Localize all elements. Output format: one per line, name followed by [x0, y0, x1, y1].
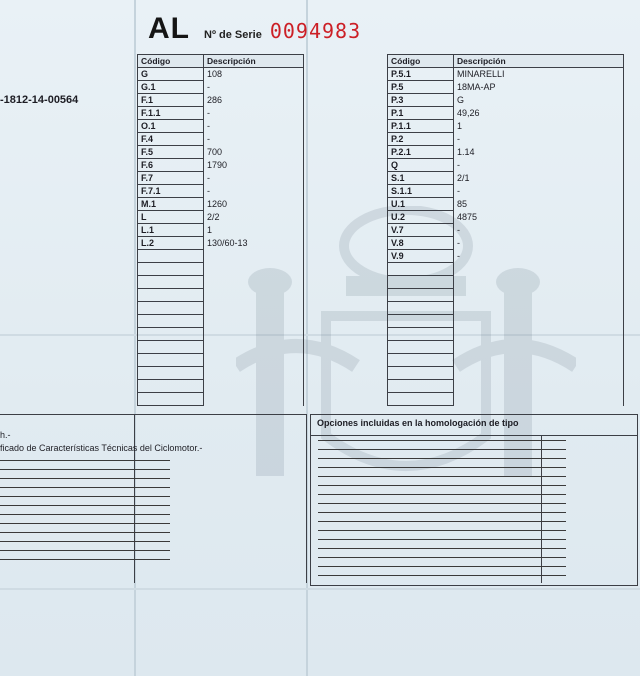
code-cell — [388, 341, 454, 354]
code-cell: Q — [388, 159, 454, 172]
description-cell: - — [454, 185, 624, 198]
description-cell — [454, 380, 624, 393]
code-cell — [388, 315, 454, 328]
series-letter: AL — [148, 12, 190, 45]
code-cell: P.5.1 — [388, 68, 454, 81]
table-row — [388, 250, 624, 263]
code-cell: F.4 — [138, 133, 204, 146]
description-cell: - — [454, 133, 624, 146]
code-cell — [138, 302, 204, 315]
code-cell: M.1 — [138, 198, 204, 211]
fill-in-line — [318, 521, 566, 522]
code-cell: F.7.1 — [138, 185, 204, 198]
fill-in-line — [0, 505, 170, 506]
column-header-description: Descripción — [204, 55, 304, 68]
table-row — [138, 133, 304, 146]
blank-row — [138, 250, 304, 263]
description-cell — [204, 315, 304, 328]
description-cell: 18MA-AP — [454, 81, 624, 94]
description-cell: - — [204, 81, 304, 94]
fill-in-line — [0, 514, 170, 515]
code-cell — [138, 328, 204, 341]
table-row — [388, 198, 624, 211]
description-cell: - — [454, 250, 624, 263]
description-cell: G — [454, 94, 624, 107]
series-number: 0094983 — [269, 19, 362, 43]
blank-row — [388, 380, 624, 393]
description-cell — [204, 289, 304, 302]
code-cell — [138, 250, 204, 263]
description-cell — [454, 341, 624, 354]
table-body — [388, 68, 624, 406]
blank-row — [388, 302, 624, 315]
code-cell: V.7 — [388, 224, 454, 237]
blank-row — [138, 263, 304, 276]
table-row — [138, 94, 304, 107]
table-row — [138, 224, 304, 237]
description-cell: 85 — [454, 198, 624, 211]
blank-row — [388, 289, 624, 302]
fill-in-line — [0, 460, 170, 461]
blank-row — [138, 393, 304, 406]
description-cell — [454, 367, 624, 380]
fill-in-line — [318, 539, 566, 540]
table-row — [138, 68, 304, 81]
blank-row — [388, 341, 624, 354]
code-cell — [388, 354, 454, 367]
description-cell — [454, 354, 624, 367]
description-cell — [204, 302, 304, 315]
description-cell — [204, 263, 304, 276]
column-header-description: Descripción — [454, 55, 624, 68]
code-cell — [388, 302, 454, 315]
table-row — [138, 237, 304, 250]
fill-in-line — [0, 469, 170, 470]
blank-row — [138, 315, 304, 328]
left-bottom-box — [0, 414, 135, 583]
description-cell — [454, 315, 624, 328]
code-cell — [388, 328, 454, 341]
fill-in-line — [0, 496, 170, 497]
code-cell: F.1.1 — [138, 107, 204, 120]
description-cell: 1.14 — [454, 146, 624, 159]
fill-in-line — [318, 566, 566, 567]
column-header-code: Código — [388, 55, 454, 68]
blank-row — [138, 276, 304, 289]
description-cell — [454, 328, 624, 341]
code-cell — [138, 263, 204, 276]
description-cell — [454, 289, 624, 302]
table-header-row — [388, 55, 624, 68]
table-row — [138, 146, 304, 159]
certificate-label: ficado de Características Técnicas del Ciclomotor.- — [0, 443, 203, 453]
code-cell — [388, 276, 454, 289]
description-cell — [454, 393, 624, 406]
blank-row — [388, 315, 624, 328]
blank-row — [138, 328, 304, 341]
code-cell: P.2 — [388, 133, 454, 146]
table-header-row — [138, 55, 304, 68]
table-row — [388, 211, 624, 224]
code-cell — [138, 393, 204, 406]
description-cell: 2/2 — [204, 211, 304, 224]
description-cell — [204, 250, 304, 263]
fill-in-line — [0, 487, 170, 488]
code-cell: F.7 — [138, 172, 204, 185]
blank-row — [138, 289, 304, 302]
description-cell — [204, 380, 304, 393]
code-cell — [138, 341, 204, 354]
blank-row — [138, 302, 304, 315]
table-row — [388, 120, 624, 133]
blank-row — [388, 367, 624, 380]
description-cell — [204, 276, 304, 289]
fill-in-line — [318, 485, 566, 486]
description-cell — [454, 302, 624, 315]
fill-in-line — [0, 550, 170, 551]
description-cell: - — [204, 120, 304, 133]
description-cell: 108 — [204, 68, 304, 81]
code-cell: L.1 — [138, 224, 204, 237]
table-body — [138, 68, 304, 406]
fill-in-line — [318, 440, 566, 441]
code-cell: G — [138, 68, 204, 81]
blank-row — [388, 354, 624, 367]
fill-in-line — [318, 548, 566, 549]
code-cell: P.3 — [388, 94, 454, 107]
code-cell: S.1 — [388, 172, 454, 185]
code-cell — [388, 367, 454, 380]
code-cell: V.8 — [388, 237, 454, 250]
table-row — [388, 68, 624, 81]
description-cell: 700 — [204, 146, 304, 159]
table-row — [138, 172, 304, 185]
description-cell: - — [454, 237, 624, 250]
fill-in-line — [0, 478, 170, 479]
code-cell — [388, 380, 454, 393]
fill-in-line — [0, 523, 170, 524]
fill-in-line — [318, 467, 566, 468]
fill-in-line — [0, 532, 170, 533]
cut-label: h.- — [0, 430, 11, 440]
description-cell: 1 — [454, 120, 624, 133]
column-header-code: Código — [138, 55, 204, 68]
code-cell: U.1 — [388, 198, 454, 211]
description-cell: - — [204, 172, 304, 185]
table-row — [388, 224, 624, 237]
codes-table-left — [137, 54, 304, 406]
description-cell: - — [204, 107, 304, 120]
description-cell: MINARELLI — [454, 68, 624, 81]
blank-row — [388, 393, 624, 406]
description-cell — [454, 263, 624, 276]
table-row — [388, 107, 624, 120]
code-cell: G.1 — [138, 81, 204, 94]
code-cell — [138, 289, 204, 302]
description-cell: 130/60-13 — [204, 237, 304, 250]
reference-number: -1812-14-00564 — [0, 94, 79, 106]
fill-in-line — [0, 541, 170, 542]
code-cell: V.9 — [388, 250, 454, 263]
code-cell: S.1.1 — [388, 185, 454, 198]
description-cell: - — [204, 185, 304, 198]
table-row — [138, 198, 304, 211]
table-row — [388, 133, 624, 146]
fill-in-line — [318, 575, 566, 576]
description-cell — [204, 341, 304, 354]
code-cell — [388, 289, 454, 302]
code-cell: L.2 — [138, 237, 204, 250]
table-row — [388, 237, 624, 250]
fill-in-line — [318, 530, 566, 531]
fill-in-line — [318, 458, 566, 459]
description-cell: 1 — [204, 224, 304, 237]
code-cell — [388, 263, 454, 276]
opciones-title: Opciones incluidas en la homologación de tipo — [311, 415, 637, 436]
blank-row — [388, 276, 624, 289]
fill-in-line — [318, 494, 566, 495]
description-cell — [204, 328, 304, 341]
blank-row — [388, 328, 624, 341]
table-row — [388, 81, 624, 94]
fill-in-line — [0, 559, 170, 560]
blank-row — [138, 341, 304, 354]
table-row — [138, 211, 304, 224]
description-cell: 49,26 — [454, 107, 624, 120]
blank-row — [138, 380, 304, 393]
table-row — [388, 185, 624, 198]
description-cell: 1790 — [204, 159, 304, 172]
code-cell: P.1 — [388, 107, 454, 120]
description-cell: - — [204, 133, 304, 146]
fold-line — [0, 588, 640, 590]
document-header — [148, 12, 361, 48]
middle-bottom-box — [134, 414, 307, 583]
description-cell: 286 — [204, 94, 304, 107]
description-cell: - — [454, 224, 624, 237]
description-cell — [204, 367, 304, 380]
series-label: Nº de Serie — [204, 29, 262, 41]
blank-row — [388, 263, 624, 276]
code-cell: F.6 — [138, 159, 204, 172]
code-cell: P.2.1 — [388, 146, 454, 159]
fill-in-line — [318, 449, 566, 450]
code-cell: L — [138, 211, 204, 224]
code-cell: F.5 — [138, 146, 204, 159]
code-cell: P.5 — [388, 81, 454, 94]
blank-row — [138, 354, 304, 367]
table-row — [138, 185, 304, 198]
code-cell — [138, 367, 204, 380]
code-cell — [138, 276, 204, 289]
fill-in-line — [318, 512, 566, 513]
fill-in-line — [318, 557, 566, 558]
code-cell — [138, 354, 204, 367]
code-cell — [138, 380, 204, 393]
description-cell: 4875 — [454, 211, 624, 224]
description-cell — [204, 393, 304, 406]
code-cell: F.1 — [138, 94, 204, 107]
table-row — [388, 172, 624, 185]
code-cell — [138, 315, 204, 328]
table-row — [388, 146, 624, 159]
table-row — [138, 120, 304, 133]
fill-in-line — [318, 476, 566, 477]
code-cell — [388, 393, 454, 406]
codes-table-right — [387, 54, 624, 406]
description-cell — [204, 354, 304, 367]
code-cell: P.1.1 — [388, 120, 454, 133]
table-row — [138, 81, 304, 94]
description-cell: - — [454, 159, 624, 172]
description-cell: 1260 — [204, 198, 304, 211]
table-row — [138, 107, 304, 120]
code-cell: O.1 — [138, 120, 204, 133]
description-cell — [454, 276, 624, 289]
fill-in-line — [318, 503, 566, 504]
code-cell: U.2 — [388, 211, 454, 224]
blank-row — [138, 367, 304, 380]
table-row — [138, 159, 304, 172]
table-row — [388, 94, 624, 107]
description-cell: 2/1 — [454, 172, 624, 185]
table-row — [388, 159, 624, 172]
